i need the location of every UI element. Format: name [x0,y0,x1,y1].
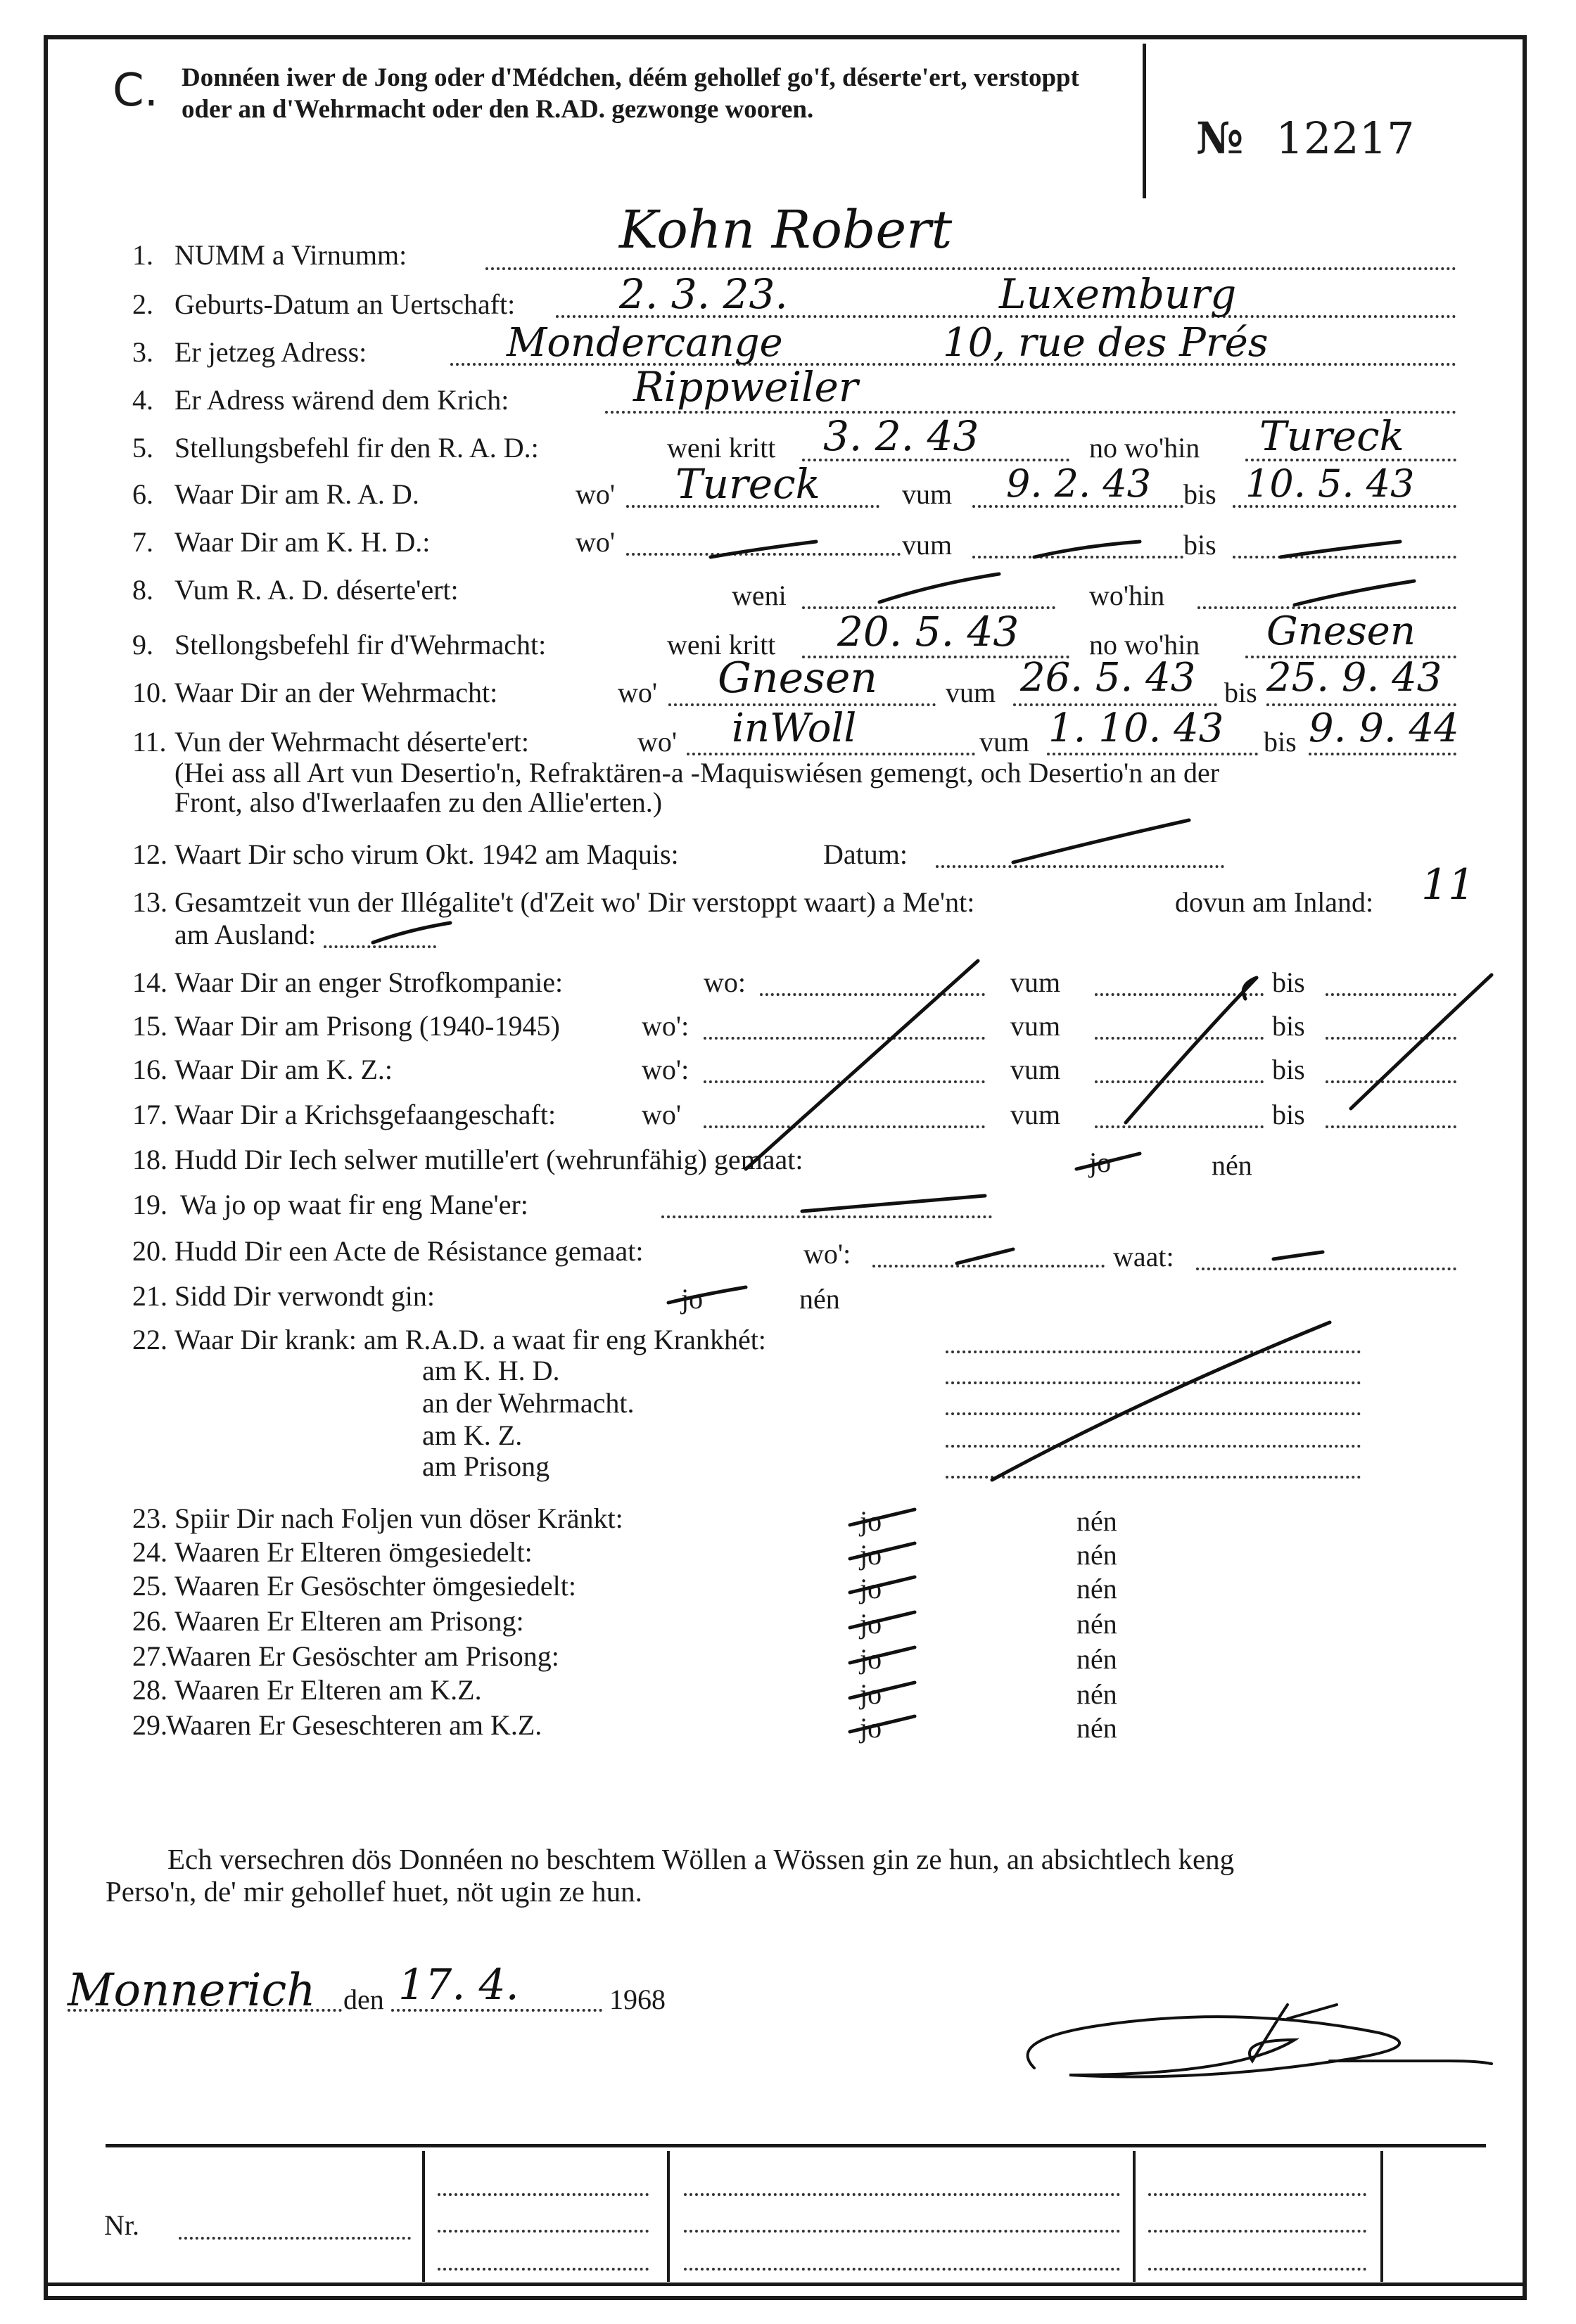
row-label: Spiir Dir nach Foljen vun döser Kränkt: [174,1502,623,1534]
row-num: 2. [132,288,153,320]
dash-row12 [1013,820,1189,862]
strike-jo-24 [850,1543,915,1559]
birth-place-answer[interactable]: Luxemburg [999,270,1237,318]
row-sublabel: wo'hin [1089,580,1165,611]
row-label: NUMM a Virnumm: [174,239,407,271]
row-num: 9. [132,629,153,660]
wehrmacht-to[interactable]: 25. 9. 43 [1266,655,1442,701]
option-nen[interactable]: nén [1076,1573,1117,1604]
row-label: Waar Dir am R. A. D. [174,478,419,510]
row-label: Waar Dir am Prisong (1940-1945) [174,1010,560,1042]
row-num: 13. [132,886,167,918]
option-nen[interactable]: nén [799,1283,840,1315]
row-label: Waart Dir scho virum Okt. 1942 am Maquis: [174,838,679,870]
footer-field[interactable] [684,2268,1120,2271]
declaration-text: Ech versechren dös Donnéen no beschtem Wöllen a Wössen gin ze hun, an absichtlech keng [167,1843,1235,1875]
inland-months[interactable]: 11 [1421,860,1475,909]
number-value: 12217 [1276,113,1415,164]
row-num: 1. [132,239,153,271]
wehrmacht-order-place[interactable]: Gnesen [1266,608,1416,654]
rad-from[interactable]: 9. 2. 43 [1006,461,1152,506]
row-label: Waaren Er Gesöschter am Prisong: [166,1640,559,1672]
footer-field[interactable] [438,2230,649,2233]
row-sublabel: vum [1010,1099,1061,1130]
desertion-place[interactable]: inWoll [732,706,857,751]
row-label: Hudd Dir Iech selwer mutille'ert (wehrunfähig) gemaat: [174,1144,803,1175]
footer-col-divider [422,2151,425,2282]
option-nen[interactable]: nén [1076,1608,1117,1640]
strike-jo-25 [850,1577,915,1592]
option-nen[interactable]: nén [1212,1149,1252,1181]
option-nen[interactable]: nén [1076,1678,1117,1710]
rad-to[interactable]: 10. 5. 43 [1245,461,1415,506]
row-label: Waaren Er Elteren am Prisong: [174,1605,524,1637]
war-address-answer[interactable]: Rippweiler [633,363,858,411]
footer-field[interactable] [684,2230,1120,2233]
row-sublabel: vum [902,478,953,510]
row-label: Er Adress wärend dem Krich: [174,384,509,416]
row-label: Waar Dir krank: am R.A.D. a waat fir eng Krankhét: [174,1324,766,1355]
signing-year: 1968 [609,1984,666,2015]
row-num: 11. [132,726,167,758]
number-label: № [1196,113,1244,164]
row-sublabel: am K. H. D. [422,1355,560,1386]
row-num: 5. [132,432,153,464]
dash-row7-wo [711,542,816,557]
row-label: Waar Dir an der Wehrmacht: [174,677,498,708]
footer-field[interactable] [1148,2230,1366,2233]
strike-jo-23 [850,1509,915,1525]
dash-row7-bis [1280,542,1400,557]
row-num: 12. [132,838,167,870]
footer-field[interactable] [1148,2268,1366,2271]
row-num: 16. [132,1054,167,1085]
row-num: 27. [132,1640,167,1672]
row-sublabel: waat: [1113,1241,1174,1272]
dash-row20-wo [957,1249,1013,1263]
row-sublabel: bis [1183,529,1216,561]
footer-col-divider [1380,2151,1383,2282]
row-num: 20. [132,1235,167,1267]
row-num: 28. [132,1674,167,1706]
wehrmacht-place[interactable]: Gnesen [718,653,878,703]
rad-place[interactable]: Tureck [675,460,820,508]
slash-wo-col [746,961,978,1169]
row-sublabel: am K. Z. [422,1419,523,1451]
option-nen[interactable]: nén [1076,1505,1117,1537]
row-label: Gesamtzeit vun der Illégalite't (d'Zeit wo' Dir verstoppt waart) a Me'nt: [174,886,975,918]
row-sublabel: bis [1272,1010,1305,1042]
dash-row8-wohin [1295,581,1414,605]
row-label: Waaren Er Gesöschter ömgesiedelt: [174,1570,576,1602]
strike-jo-21 [668,1287,746,1303]
row-num: 4. [132,384,153,416]
row-sublabel: wo' [642,1099,682,1130]
row-label: Waar Dir am K. Z.: [174,1054,393,1085]
row-sublabel: wo': [803,1238,851,1270]
row-num: 15. [132,1010,167,1042]
row-num: 18. [132,1144,167,1175]
den-label: den [343,1984,384,2015]
footer-col-divider [1133,2151,1136,2282]
declaration-text: Perso'n, de' mir gehollef huet, nöt ugin ze hun. [106,1875,642,1908]
row-sublabel: vum [979,726,1030,758]
dash-row19 [802,1196,985,1211]
row-sublabel: bis [1272,1099,1305,1130]
row-sublabel: wo': [642,1010,690,1042]
row-num: 8. [132,574,153,606]
address-answer[interactable]: Mondercange [507,320,783,366]
row-sublabel: vum [902,529,953,561]
row-num: 3. [132,336,153,368]
row-sublabel: vum [1010,1010,1061,1042]
row-sublabel: wo: [704,966,746,998]
row-num: 29. [132,1709,167,1741]
form-title: Donnéen iwer de Jong oder d'Médchen, déém gehollef go'f, déserte'ert, verstoppt oder an d'Wehrmacht oder den R.AD. gezwonge wooren. [182,63,1079,124]
row-sublabel: weni kritt [667,432,776,464]
name-answer[interactable]: Kohn Robert [619,200,953,260]
footer-bottom-rule [46,2282,1525,2286]
option-jo[interactable]: jo [860,1712,882,1744]
rad-order-place[interactable]: Tureck [1259,412,1404,460]
row-label: Geburts-Datum an Uertschaft: [174,288,516,320]
row-sublabel: am Prisong [422,1450,550,1482]
row-label: Stellongsbefehl fir d'Wehrmacht: [174,629,547,660]
row-label: Waaren Er Geseschteren am K.Z. [166,1709,542,1741]
slash-bis-col [1351,975,1492,1109]
row-sublabel: wo' [618,677,658,708]
option-jo[interactable]: jo [860,1643,882,1675]
desertion-to[interactable]: 9. 9. 44 [1309,706,1459,751]
footer-nr-field[interactable] [179,2237,411,2240]
row-label: Wa jo op waat fir eng Mane'er: [180,1189,528,1220]
option-nen[interactable]: nén [1076,1712,1117,1744]
row-sublabel: vum [946,677,996,708]
row-label: Sidd Dir verwondt gin: [174,1280,435,1312]
row-sublabel: vum [1010,1054,1061,1085]
row-num: 19. [132,1189,167,1220]
slash-vum-col [1126,978,1257,1123]
footer-field[interactable] [1148,2193,1366,2196]
dash-row8-weni [879,574,999,602]
row-sublabel: weni [732,580,787,611]
footer-field[interactable] [438,2268,649,2271]
row-label: Waaren Er Elteren am K.Z. [174,1674,482,1706]
slash-row22 [992,1322,1330,1480]
row-sublabel: bis [1183,478,1216,510]
option-nen[interactable]: nén [1076,1643,1117,1675]
option-jo[interactable]: jo [681,1283,704,1315]
footer-top-rule [106,2144,1486,2147]
row-num: 25. [132,1570,167,1602]
strike-jo-29 [850,1716,915,1732]
signature [1028,2005,1492,2077]
footer-field[interactable] [438,2193,649,2196]
footer-nr-label: Nr. [104,2209,139,2241]
row-label: Vun der Wehrmacht déserte'ert: [174,726,529,758]
row-num: 24. [132,1536,167,1568]
option-jo[interactable]: jo [1089,1147,1112,1178]
row-label: Waaren Er Elteren ömgesiedelt: [174,1536,533,1568]
row-label: Er jetzeg Adress: [174,336,367,368]
row-sublabel: bis [1272,966,1305,998]
row-sublabel: no wo'hin [1089,432,1200,464]
signing-date[interactable]: 17. 4. [398,1960,519,2010]
row-sublabel: Datum: [823,838,908,870]
strike-jo-26 [850,1612,915,1628]
row-num: 26. [132,1605,167,1637]
row-label: Hudd Dir een Acte de Résistance gemaat: [174,1235,644,1267]
signing-place[interactable]: Monnerich [68,1965,316,2017]
footer-field[interactable] [684,2193,1120,2196]
row-num: 23. [132,1502,167,1534]
row-label: Waar Dir am K. H. D.: [174,526,431,558]
row-label: Vum R. A. D. déserte'ert: [174,574,459,606]
option-jo[interactable]: jo [860,1505,882,1537]
option-jo[interactable]: jo [860,1608,882,1640]
option-jo[interactable]: jo [860,1678,882,1710]
row-num: 17. [132,1099,167,1130]
wehrmacht-from[interactable]: 26. 5. 43 [1020,655,1196,701]
option-jo[interactable]: jo [860,1573,882,1604]
row-num: 21. [132,1280,167,1312]
rad-order-date[interactable]: 3. 2. 43 [823,412,979,460]
footer-col-divider [667,2151,670,2282]
section-letter: C. [113,65,159,117]
row-num: 14. [132,966,167,998]
strike-jo-18 [1076,1154,1140,1169]
dash-row7-vum [1034,542,1140,557]
row-num: 6. [132,478,153,510]
row-sublabel: dovun am Inland: [1175,886,1374,918]
row-sublabel: wo' [576,526,616,558]
strike-jo-27 [850,1647,915,1663]
row-label: Waar Dir a Krichsgefaangeschaft: [174,1099,557,1130]
desertion-from[interactable]: 1. 10. 43 [1048,706,1224,751]
row-sublabel: wo' [637,726,678,758]
row-sublabel: no wo'hin [1089,629,1200,660]
row-sublabel: wo' [576,478,616,510]
address-answer-street[interactable]: 10, rue des Prés [943,320,1269,366]
row-sublabel: weni kritt [667,629,776,660]
row-sublabel: wo': [642,1054,690,1085]
row-sublabel: an der Wehrmacht. [422,1387,635,1419]
row-sublabel: vum [1010,966,1061,998]
option-nen[interactable]: nén [1076,1539,1117,1571]
option-jo[interactable]: jo [860,1539,882,1571]
row-note: Front, also d'Iwerlaafen zu den Allie'erten.) [174,786,663,818]
strike-jo-28 [850,1683,915,1698]
wehrmacht-order-date[interactable]: 20. 5. 43 [837,608,1019,656]
birth-date-answer[interactable]: 2. 3. 23. [619,270,788,318]
dash-row20-waat [1273,1252,1323,1259]
row-note: (Hei ass all Art vun Desertio'n, Refraktären-a -Maquiswiésen gemengt, och Desertio'n an der [174,757,1220,788]
row-label: Stellungsbefehl fir den R. A. D.: [174,432,539,464]
row-label: am Ausland: [174,919,317,950]
row-sublabel: bis [1272,1054,1305,1085]
row-label: Waar Dir an enger Strofkompanie: [174,966,564,998]
dash-row13-ausland [373,923,450,943]
row-sublabel: bis [1224,677,1257,708]
row-num: 7. [132,526,153,558]
row-sublabel: bis [1264,726,1297,758]
row-num: 10. [132,677,167,708]
row-num: 22. [132,1324,167,1355]
